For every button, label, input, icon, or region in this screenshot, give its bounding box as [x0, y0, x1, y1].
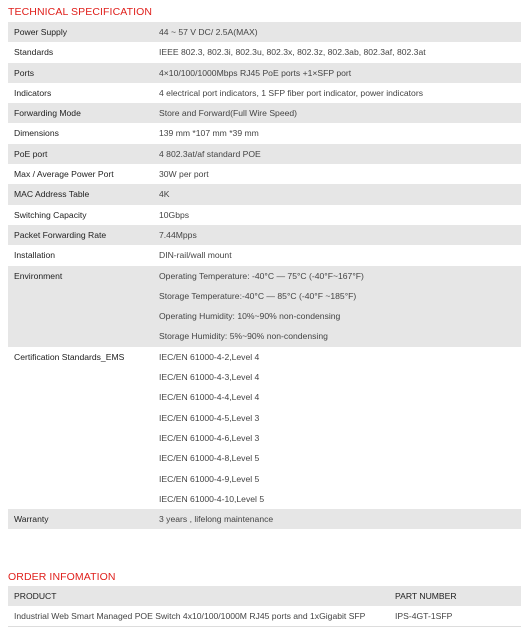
spec-row [8, 184, 521, 204]
spec-key: Forwarding Mode [8, 103, 153, 123]
spec-value [153, 184, 521, 204]
order-header-part-number: PART NUMBER [389, 586, 521, 606]
spec-value [153, 266, 521, 347]
spec-row [8, 63, 521, 83]
spec-row [8, 205, 521, 225]
spec-value [153, 205, 521, 225]
spec-value-line: 4K [159, 189, 170, 200]
spec-value-line: IEC/EN 61000-4-5,Level 3 [159, 412, 260, 423]
spec-key: Packet Forwarding Rate [8, 225, 153, 245]
spec-value-line: 44 ~ 57 V DC/ 2.5A(MAX) [159, 27, 258, 37]
spec-key: Max / Average Power Port [14, 169, 114, 180]
spec-key: PoE port [8, 144, 153, 164]
spec-row [8, 164, 521, 184]
order-part-number-cell: IPS-4GT-1SFP [389, 606, 521, 627]
spec-value [153, 347, 521, 509]
spec-value-line: 10Gbps [159, 209, 190, 220]
spec-key: Switching Capacity [14, 209, 87, 220]
spec-value [153, 164, 521, 184]
spec-value-line: 4 electrical port indicators, 1 SFP fiber port indicator, power indicators [159, 87, 423, 98]
spec-value-line: 139 mm *107 mm *39 mm [159, 128, 259, 139]
spec-row [8, 347, 521, 509]
spec-key: Installation [14, 250, 56, 261]
spec-value [153, 83, 521, 103]
order-row [8, 606, 521, 627]
spec-row [8, 22, 521, 42]
spec-value-line: IEC/EN 61000-4-9,Level 5 [159, 473, 260, 484]
spec-value-line: Store and Forward(Full Wire Speed) [159, 108, 298, 119]
spec-value-line: Operating Temperature: -40°C — 75°C (-40°F~167°F) [159, 270, 364, 281]
spec-row [8, 225, 521, 245]
spec-row [8, 245, 521, 265]
spec-value-line: IEC/EN 61000-4-3,Level 4 [159, 372, 260, 383]
spec-value-line: 4 802.3at/af standard POE [159, 148, 261, 159]
spec-row [8, 103, 521, 123]
spec-value [153, 42, 521, 62]
spec-value [153, 22, 521, 42]
order-table [8, 586, 521, 627]
spec-section-title: TECHNICAL SPECIFICATION [8, 6, 153, 18]
spec-row [8, 42, 521, 62]
spec-value-line: 30W per port [159, 169, 209, 180]
spec-row [8, 144, 521, 164]
spec-value [153, 144, 521, 164]
spec-key: Certification Standards_EMS [14, 351, 125, 362]
spec-key: Environment [8, 266, 153, 347]
spec-value-line: IEC/EN 61000-4-8,Level 5 [159, 453, 260, 464]
spec-value-line: IEC/EN 61000-4-6,Level 3 [159, 432, 260, 443]
spec-value-line: Storage Temperature:-40°C — 85°C (-40°F ~185°F) [159, 290, 357, 301]
spec-value [153, 63, 521, 83]
spec-value-line: Storage Humidity: 5%~90% non-condensing [159, 331, 328, 342]
order-header-row [8, 586, 521, 606]
spec-value-line: Operating Humidity: 10%~90% non-condensing [159, 311, 341, 322]
spec-value-line: 4×10/100/1000Mbps RJ45 PoE ports +1×SFP port [159, 67, 352, 78]
order-section-title: ORDER INFOMATION [8, 571, 116, 583]
spec-key: Power Supply [8, 22, 153, 42]
spec-key: MAC Address Table [8, 184, 153, 204]
spec-value-line: 7.44Mpps [159, 229, 197, 240]
order-header-product: PRODUCT [8, 586, 389, 606]
spec-key: Ports [8, 63, 153, 83]
spec-value-line: IEC/EN 61000-4-2,Level 4 [159, 351, 260, 362]
spec-value-line: IEC/EN 61000-4-4,Level 4 [159, 392, 260, 403]
spec-value-line: IEC/EN 61000-4-10,Level 5 [159, 493, 265, 504]
spec-key: Standards [14, 47, 54, 58]
spec-value [153, 225, 521, 245]
spec-key: Warranty [8, 509, 153, 529]
spec-row [8, 509, 521, 529]
spec-table [8, 22, 521, 529]
spec-value-line: DIN-rail/wall mount [159, 250, 232, 261]
spec-row [8, 83, 521, 103]
spec-row [8, 123, 521, 143]
order-product-cell: Industrial Web Smart Managed POE Switch 4x10/100/1000M RJ45 ports and 1xGigabit SFP [8, 606, 389, 627]
spec-value-line: 3 years , lifelong maintenance [159, 514, 274, 525]
spec-value [153, 245, 521, 265]
spec-key: Dimensions [14, 128, 59, 139]
spec-value-line: IEEE 802.3, 802.3i, 802.3u, 802.3x, 802.3z, 802.3ab, 802.3af, 802.3at [159, 47, 426, 58]
spec-value [153, 103, 521, 123]
spec-value [153, 509, 521, 529]
spec-value [153, 123, 521, 143]
spec-row [8, 266, 521, 347]
spec-key: Indicators [14, 87, 52, 98]
